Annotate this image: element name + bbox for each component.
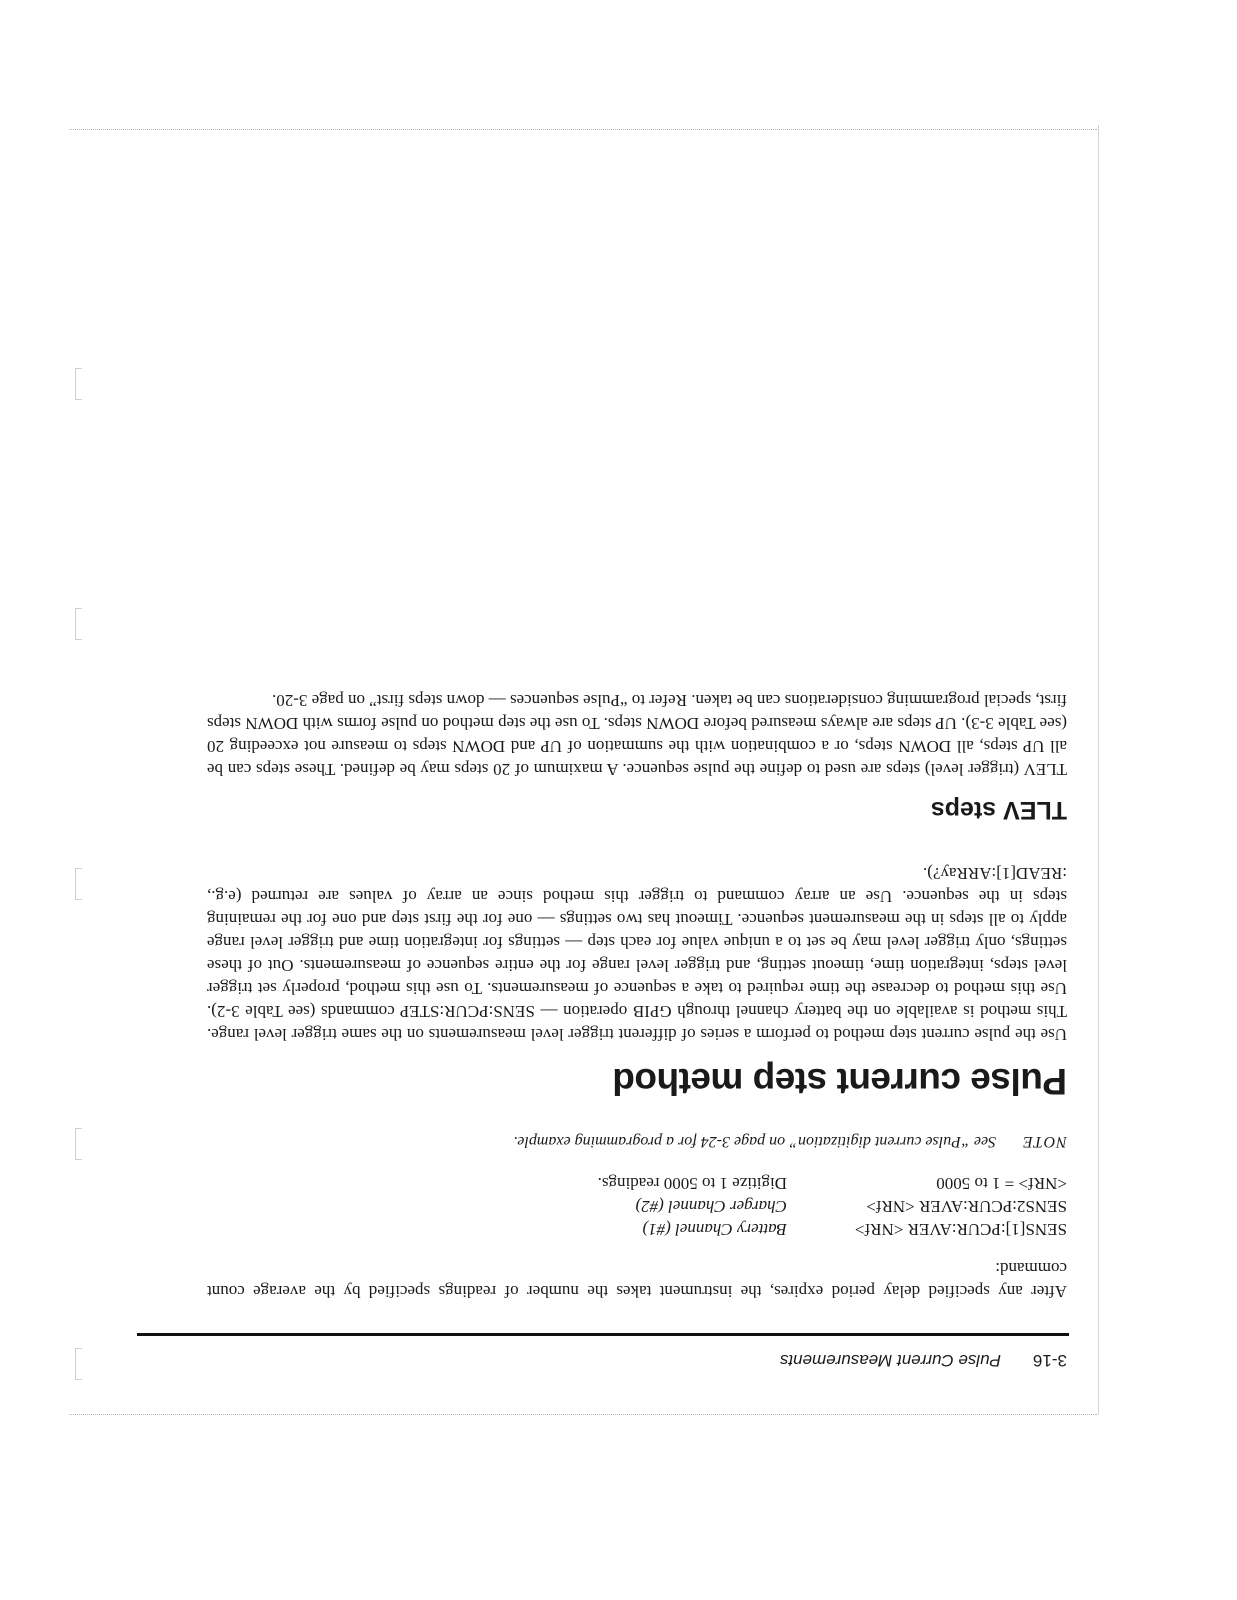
command-text: SENS[1]:PCUR:AVER <NRf> xyxy=(854,1220,1067,1239)
command-description: Digitize 1 to 5000 readings. xyxy=(597,1174,787,1193)
binder-hole-mark xyxy=(75,608,82,640)
command-table xyxy=(167,1172,1067,1241)
page-number: 3-16 xyxy=(1032,1351,1067,1370)
subsection-paragraph: TLEV (trigger level) steps are used to define the pulse sequence. A maximum of 20 steps may be defined. These steps can be all UP steps, all DOWN steps, or a combination with the summation of UP and DOWN steps to measure not exceeding 20 (see Table 3-3). UP steps are always measured before DOWN steps. To use the step method on pulse forms with DOWN steps first, special programming considerations can be taken. Refer to “Pulse sequences — down steps first” on page 3-20. xyxy=(207,691,1067,779)
command-text: SENS2:PCUR:AVER <NRf> xyxy=(866,1197,1067,1216)
command-text: <NRf> = 1 to 5000 xyxy=(936,1174,1067,1193)
command-description: Battery Channel (#1) xyxy=(642,1220,787,1239)
binder-hole-mark xyxy=(75,368,82,400)
page-content xyxy=(167,689,1067,1370)
section-paragraph: Use the pulse current step method to perform a series of different trigger level measurements on the same trigger level range. This method is available on the battery channel through GPIB operation — SENS:PCUR:STEP commands (see Table 3-2). Use this method to decrease the time required to take a sequence of measurements. To use this method, properly set trigger level steps, integration time, timeout setting, and trigger level range for the entire sequence of measurements. Out of these settings, only trigger level may be set to a unique value for each step — settings for integration time and trigger level range apply to all steps in the measurement sequence. Timeout has two settings — one for the first step and one for the remaining steps in the sequence. Use an array command to trigger this method since an array of values are returned (e.g., :READ[1]:ARRay?). xyxy=(207,864,1067,1044)
page-edge-left xyxy=(1098,125,1099,1415)
subsection-heading: TLEV steps xyxy=(930,796,1067,824)
section-heading: Pulse current step method xyxy=(612,1061,1067,1102)
intro-paragraph: After any specified delay period expires, the instrument takes the number of readings specified by the average count command: xyxy=(207,1259,1067,1301)
running-header xyxy=(167,1350,1067,1370)
header-rule xyxy=(137,1333,1069,1336)
note-label: NOTE xyxy=(1022,1133,1067,1150)
command-description: Charger Channel (#2) xyxy=(635,1197,787,1216)
section-name: Pulse Current Measurements xyxy=(779,1351,1001,1370)
binder-hole-mark xyxy=(75,1128,82,1160)
page-edge-bottom xyxy=(69,129,1097,130)
binder-hole-mark xyxy=(75,868,82,900)
binder-hole-mark xyxy=(75,1348,82,1380)
note-block xyxy=(167,1132,1067,1150)
page-edge-top xyxy=(69,1414,1097,1415)
note-text: See “Pulse current digitization” on page 3-24 for a programming example. xyxy=(513,1133,997,1150)
